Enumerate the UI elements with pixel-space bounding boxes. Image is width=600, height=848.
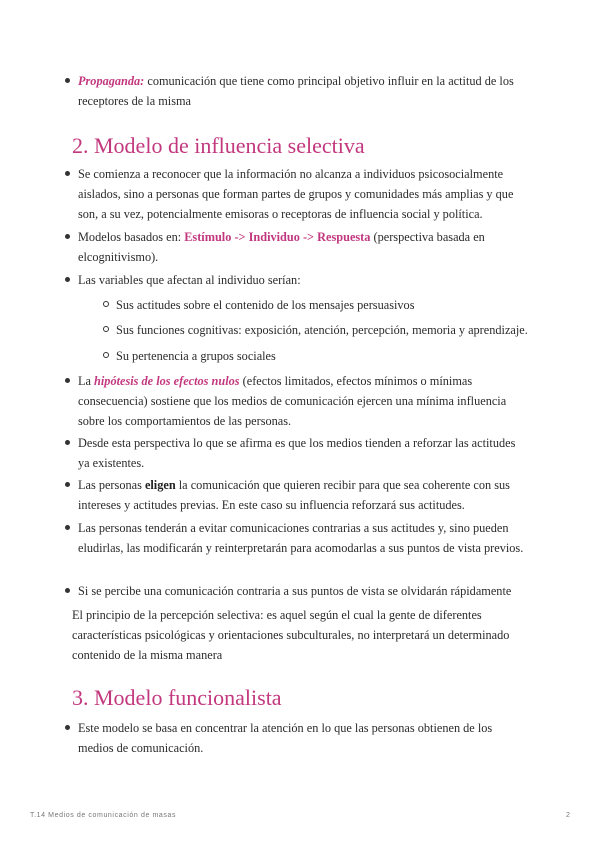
term-estimulo-individuo-respuesta: Estímulo -> Individuo -> Respuesta xyxy=(184,230,371,244)
list-item: Este modelo se basa en concentrar la atención en lo que las personas obtienen de los medios de comunicación. xyxy=(78,718,528,758)
sub-list-item: Sus actitudes sobre el contenido de los mensajes persuasivos xyxy=(116,295,536,315)
term-eligen: eligen xyxy=(144,478,176,492)
sub-list-item: Su pertenencia a grupos sociales xyxy=(116,346,536,366)
paragraph-percepcion-selectiva: El principio de la percepción selectiva: es aquel según el cual la gente de diferentes características psicológicas y orientaciones subculturales, no interpretará un determinado contenido de la misma manera xyxy=(72,608,510,662)
list-item: Se comienza a reconocer que la información no alcanza a individuos psicosocialmente aislados, sino a personas que forman partes de grupos y comunidades más amplias y que son, a su vez, potencialmente emisoras o receptoras de influencia social y política. xyxy=(78,164,528,224)
term-propaganda: Propaganda: xyxy=(78,74,145,88)
footer-title: T.14 Medios de comunicación de masas xyxy=(30,812,177,819)
sub-list-item: Sus funciones cognitivas: exposición, atención, percepción, memoria y aprendizaje. xyxy=(116,320,536,340)
section-2-heading: 2. Modelo de influencia selectiva xyxy=(72,133,365,158)
section-3-heading: 3. Modelo funcionalista xyxy=(72,685,282,710)
list-item xyxy=(78,227,528,267)
term-hipotesis-efectos-nulos: hipótesis de los efectos nulos xyxy=(94,374,240,388)
list-item xyxy=(78,371,528,431)
text-run: (perspectiva basada en elcognitivismo). xyxy=(78,230,485,264)
text-run: (efectos limitados, efectos mínimos o mínimas consecuencia) sostiene que los medios de comunicación ejercen una mínima influencia sobre los comportamientos de las personas. xyxy=(78,374,507,428)
text-run: La xyxy=(78,374,95,388)
text-run: Modelos basados en: xyxy=(78,230,185,244)
list-item: Las personas tenderán a evitar comunicaciones contrarias a sus actitudes y, sino pueden eludirlas, las modificarán y reinterpretarán para acomodarlas a sus puntos de vista previos. xyxy=(78,518,528,558)
list-item xyxy=(78,475,528,515)
list-item: Las variables que afectan al individuo serían: xyxy=(78,270,528,290)
propaganda-text: comunicación que tiene como principal objetivo influir en la actitud de los receptores de la misma xyxy=(78,74,514,108)
page-number: 2 xyxy=(566,812,570,819)
list-item-propaganda xyxy=(78,71,528,111)
text-run: Las personas xyxy=(78,478,145,492)
list-item: Desde esta perspectiva lo que se afirma es que los medios tienden a reforzar las actitudes ya existentes. xyxy=(78,433,528,473)
list-item: Si se percibe una comunicación contraria a sus puntos de vista se olvidarán rápidamente xyxy=(78,581,528,601)
text-run: la comunicación que quieren recibir para que sea coherente con sus intereses y actitudes previas. En este caso su influencia reforzará sus actitudes. xyxy=(78,478,510,512)
